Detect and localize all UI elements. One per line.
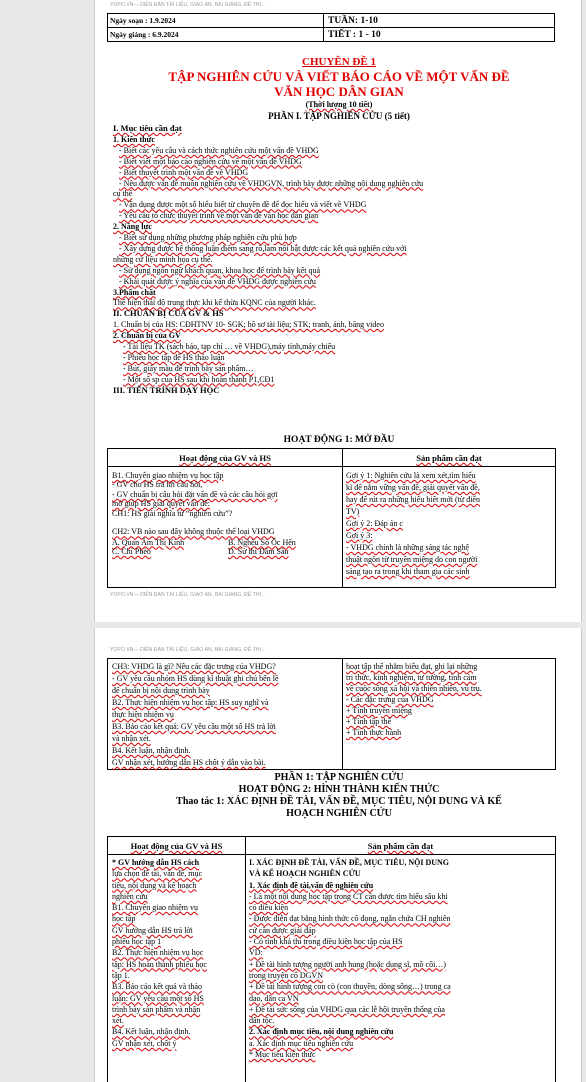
activity2-heading: HOẠT ĐỘNG 2: HÌNH THÀNH KIẾN THỨC — [238, 784, 440, 795]
activity2-right-line: a. Xác định mục tiêu nghiên cứu — [249, 1038, 354, 1048]
activity2-left-line: lựa chọn đề tài, vấn đề, mục — [112, 869, 203, 879]
activity2-right-line: - Được diễn đạt bằng hình thức cô đọng, ngắn chứa CH nghiên — [249, 914, 451, 924]
main-title-line2: VĂN HỌC DÂN GIAN — [274, 84, 404, 99]
col-header-left: Hoạt động của GV và HS — [179, 453, 271, 463]
activity2-right-line: VÀ KẾ HOẠCH NGHIÊN CỨU — [249, 869, 361, 879]
activity2-right-line: I. XÁC ĐỊNH ĐỀ TÀI, VẤN ĐỀ, MỤC TIÊU, NỘI DUNG — [249, 858, 450, 867]
objective-line: - Biết các yêu cầu và cách thức nghiên cứu một vấn đề VHDG — [119, 145, 319, 155]
objective-line: - Bút, giấy màu để trình bày sản phẩm… — [123, 363, 254, 373]
objective-line: những cứ liệu minh họa cụ thể. — [113, 254, 213, 264]
activity2-left-line: * GV hướng dẫn HS cách — [112, 858, 200, 867]
answer-option: C. Chí Phèo — [112, 547, 151, 557]
objective-line: 3.Phẩm chất — [113, 287, 156, 297]
activity2-right-line: - Có tính khả thi trong điều kiện học tập của HS — [249, 937, 403, 947]
activity2-left-line: GV nhận xét, chốt ý — [112, 1038, 177, 1048]
activity1-left-continued — [112, 662, 340, 770]
activity2-left-line: B4. Kết luận, nhận định. — [112, 1027, 191, 1037]
col-header-right: Sản phẩm cần đạt — [416, 453, 482, 463]
part1b-heading: PHẦN 1: TẬP NGHIÊN CỨU — [274, 772, 404, 783]
objective-line: - Yêu cầu tổ chức thuyết trình về một vấn đề văn học dân gian — [119, 211, 319, 221]
activity1-right-cell — [346, 471, 554, 579]
task1-heading-line2: HOẠCH NGHIÊN CỨU — [286, 808, 392, 819]
activity2-right-line: dân tộc. — [249, 1016, 275, 1026]
activity1-right-line: TV) — [346, 507, 360, 516]
activity1-left-line: B3. Báo cáo kết quả: GV yêu cầu một số HS trả lời — [112, 722, 276, 731]
activity1-right-line: + Tính thực hành — [346, 728, 402, 737]
answer-option: B. Nghêu Sò Ốc Hến — [228, 537, 296, 547]
activity2-right-line: cứ cần được giải đáp — [249, 925, 316, 935]
activity2-right-line: dao, dân ca VN — [249, 993, 299, 1003]
objective-line: - Vận dụng được một số hiểu biết từ chuyên đề để đọc hiểu và viết về VHDG — [119, 200, 367, 210]
activity2-right-line: có điều kiện — [249, 903, 289, 913]
objective-line: III. TIẾN TRÌNH DẠY HỌC — [113, 384, 220, 395]
activity1-left-line: - GV chuẩn bị câu hỏi đặt vấn đề và các câu hỏi gợi — [112, 489, 278, 499]
activity1-right-line: + Tính truyền miệng — [346, 706, 412, 715]
activity1-table — [107, 448, 556, 588]
activity1-right-line: Gợi ý 1: Nghiên cứu là xem xét,tìm hiểu — [346, 471, 476, 480]
activity1-right-line: sáng tạo ra trong khi tham gia các sinh — [346, 567, 470, 576]
activity2-right-line: 1. Xác định đề tài,vấn đề nghiên cứu — [249, 880, 374, 890]
activity1-left-line: mở giúp HS giải quyết vấn đề: — [112, 499, 210, 509]
activity1-left-line: để chuẩn bị nội dung trình bày — [112, 686, 210, 695]
answer-option: A. Quan Âm Thị Kính — [112, 537, 185, 547]
activity1-left-line: thực hiện nhiệm vụ — [112, 710, 174, 719]
part1-heading: PHẦN I. TẬP NGHIÊN CỨU (5 tiết) — [268, 111, 410, 121]
activity1-left-line: B2. Thực hiện nhiệm vụ học tập: HS suy nghĩ và — [112, 698, 269, 707]
objective-line: Thể hiện thái độ trung thực khi kế thừa KQNC của người khác. — [113, 298, 316, 308]
objective-line: - Sử dụng ngôn ngữ khách quan, khoa học để trình bày kết quả — [119, 265, 321, 275]
activity2-left-line: B1. Chuyển giao nhiệm vụ — [112, 903, 198, 913]
date-table — [107, 13, 555, 42]
page-header: YOPO.VN— DIỄN ĐÀN TÀI LIỆU, GIÁO ÁN, BÀI GIẢNG, ĐỀ THI... — [110, 647, 266, 653]
activity2-table — [107, 836, 556, 1082]
activity2-left-line: xét. — [112, 1016, 124, 1026]
activity2-right-cell — [249, 858, 554, 1061]
objective-line: - Tài liệu TK (sách báo, tạp chí … về VHDG),máy tính,máy chiếu — [123, 342, 336, 351]
activity1-left-line: và nhận xét. — [112, 734, 151, 743]
objective-line: - Biết thuyết trình một vấn đề về VHDG — [119, 167, 249, 177]
objective-line: I. Mục tiêu cần đạt — [113, 123, 182, 133]
objective-line: cụ thể — [113, 189, 133, 199]
activity2-left-line: B3. Báo cáo kết quả và thảo — [112, 982, 202, 992]
activity2-left-line: học tập — [112, 914, 136, 924]
objective-line: - Khái quát được ý nghĩa của vấn đề VHDG được nghiên cứu — [119, 276, 316, 286]
objective-line: II. CHUẨN BỊ CỦA GV & HS — [113, 308, 224, 319]
prep-date: Ngày soạn : 1.9.2024 — [108, 14, 324, 28]
activity1-left-line: CH2: VB nào sau đây không thuộc thể loại VHDG — [112, 527, 275, 537]
objective-line: 1. Kiến thức — [113, 134, 155, 144]
activity2-right-line: * Mục tiêu kiến thức — [249, 1050, 316, 1060]
activity2-left-line: phiếu học tập 1 — [112, 937, 162, 947]
activity2-right-line: trong truyện cổ DGVN — [249, 970, 323, 980]
activity1-left-cell — [112, 471, 340, 557]
activity2-left-line: nghiên cứu — [112, 891, 148, 901]
activity1-right-line: thuật ngôn từ truyền miệng do con người — [346, 555, 478, 564]
activity1-left-line: CH3: VHDG là gì? Nêu các đặc trưng của VHDG? — [112, 662, 276, 671]
objective-line: - Nêu được vấn đề muốn nghiên cứu về VHDGVN, trình bày được những nội dung nghiên cứu — [119, 178, 424, 188]
duration: (Thời lượng 10 tiết) — [305, 100, 373, 109]
objective-line: 2. Chuẩn bị của GV — [113, 331, 181, 341]
activity1-left-line: - GV yêu cầu nhóm HS dùng kĩ thuật ghi chú bên lề — [112, 674, 279, 683]
activity2-left-line: luận: GV yêu cầu một số HS — [112, 993, 204, 1003]
activity1-right-line: - VHDG chính là những sáng tác nghệ — [346, 543, 470, 552]
activity1-left-line: GV nhận xét, hướng dẫn HS chốt ý dẫn vào bài. — [112, 758, 266, 767]
objective-line: 2. Năng lực — [113, 222, 152, 232]
activity2-right-line: + Đề tài sức sống của VHDG qua các lễ hội truyền thống của — [249, 1004, 445, 1014]
activity1-left-line — [112, 518, 340, 527]
activity2-left-line: GV hướng dẫn HS trả lời — [112, 925, 193, 935]
col-header-right: Sản phẩm cần đạt — [367, 841, 434, 851]
activity1-right-line: hoạt tập thể nhằm biểu đạt, ghi lại những — [346, 662, 478, 671]
objective-line: - Xây dựng được hệ thống luận điểm sang rõ,làm nổi bật được các kết quả nghiên cứu với — [119, 243, 407, 253]
activity2-left-line: tập 1. — [112, 970, 130, 980]
answer-options — [112, 538, 340, 557]
page-footer: YOPO.VN— DIỄN ĐÀN TÀI LIỆU, GIÁO ÁN, BÀI GIẢNG, ĐỀ THI... — [110, 592, 266, 598]
activity1-right-line: Gợi ý 3: — [346, 531, 373, 540]
activity1-title: HOẠT ĐỘNG 1: MỞ ĐẦU — [283, 435, 395, 445]
activity2-left-line: tiêu, nội dung và kế hoạch — [112, 880, 197, 890]
activity2-left-line: trình bày sản phẩm và nhận — [112, 1004, 201, 1014]
answer-option: D. Sử thi Đăm Săn — [228, 547, 289, 557]
activity1-left-line: - GV cho HS trả lời câu hỏi, — [112, 480, 203, 490]
task1-heading-line1: Thao tác 1: XÁC ĐỊNH ĐỀ TÀI, VẤN ĐỀ, MỤC TIÊU, NỘI DUNG VÀ KẾ — [176, 796, 502, 807]
document-page-2 — [94, 628, 582, 1082]
activity1-right-line: Gợi ý 2: Đáp án c — [346, 519, 403, 528]
activity2-right-line: 2. Xác định mục tiêu, nội dung nghiên cứu — [249, 1027, 394, 1037]
col-header-left: Hoạt động của GV và HS — [130, 841, 223, 851]
objective-line: - Biết viết một báo cáo nghiên cứu về một vấn đề VHDG — [119, 156, 302, 166]
activity2-right-line: + Đề tài hình tượng con cò (con thuyền, dòng sông…) trong ca — [249, 982, 451, 992]
topic-title: CHUYÊN ĐỀ 1 — [302, 56, 376, 68]
activity2-right-line: + Đề tài hình tượng người anh hung (hoặc dung sĩ, mồ côi…) — [249, 959, 446, 969]
lesson-range: TIẾT : 1 - 10 — [324, 28, 555, 42]
activity1-right-line: tri thức, kinh nghiệm, tư tưởng, tình cảm — [346, 673, 477, 682]
activity1-left-line: B4. Kết luận, nhận định. — [112, 746, 191, 755]
objective-line: - Phiếu học tập để HS thảo luận — [123, 352, 225, 362]
objective-line: 1. Chuẩn bị của HS: CĐHTNV 10- SGK; hồ sơ tài liệu; STK; tranh, ảnh, băng video — [113, 320, 384, 330]
activity1-right-line: kĩ để nắm vững vấn đề, giải quyết vấn đề, — [346, 483, 480, 492]
week-range: TUẦN: 1-10 — [324, 14, 555, 28]
activity1-right-line: + Tính tập thể — [346, 717, 392, 726]
page-header: YOPO.VN— DIỄN ĐÀN TÀI LIỆU, GIÁO ÁN, BÀI GIẢNG, ĐỀ THI... — [110, 2, 266, 8]
activity2-left-line: tập: HS hoàn thành phiếu học — [112, 959, 207, 969]
activity1-right-line: - Các đặc trưng của VHDG — [346, 695, 434, 704]
document-page-1 — [94, 0, 582, 622]
activity1-left-line: CH1: HS giải nghĩa từ “nghiên cứu”? — [112, 508, 233, 518]
objective-line: - Biết sử dụng những phương pháp nghiên cứu phù hợp — [119, 233, 297, 242]
activity2-left-line: B2. Thực hiện nhiệm vụ học — [112, 948, 204, 958]
activity1-right-continued — [346, 662, 554, 739]
activity2-right-line: - Là một nội dung học tập trong CT cần được tìm hiểu sâu khi — [249, 891, 448, 901]
teach-date: Ngày giảng : 6.9.2024 — [108, 28, 324, 42]
activity1-table-continued — [107, 658, 556, 770]
activity1-left-line: B1. Chuyển giao nhiệm vụ học tập — [112, 471, 224, 480]
activity1-right-line: về cuộc sống xã hội và thiên nhiên, vũ trụ. — [346, 684, 482, 693]
main-title-line1: TẬP NGHIÊN CỨU VÀ VIẾT BÁO CÁO VỀ MỘT VẤN ĐỀ — [168, 69, 510, 84]
activity2-right-line: VD: — [249, 948, 263, 958]
objective-line: - Một số sp của HS sau khi hoàn thành P1,CĐ1 — [123, 374, 275, 384]
activity1-right-line: hay để rút ra những hiểu biết mới (từ điển — [346, 495, 480, 504]
activity2-left-cell — [112, 858, 243, 1050]
